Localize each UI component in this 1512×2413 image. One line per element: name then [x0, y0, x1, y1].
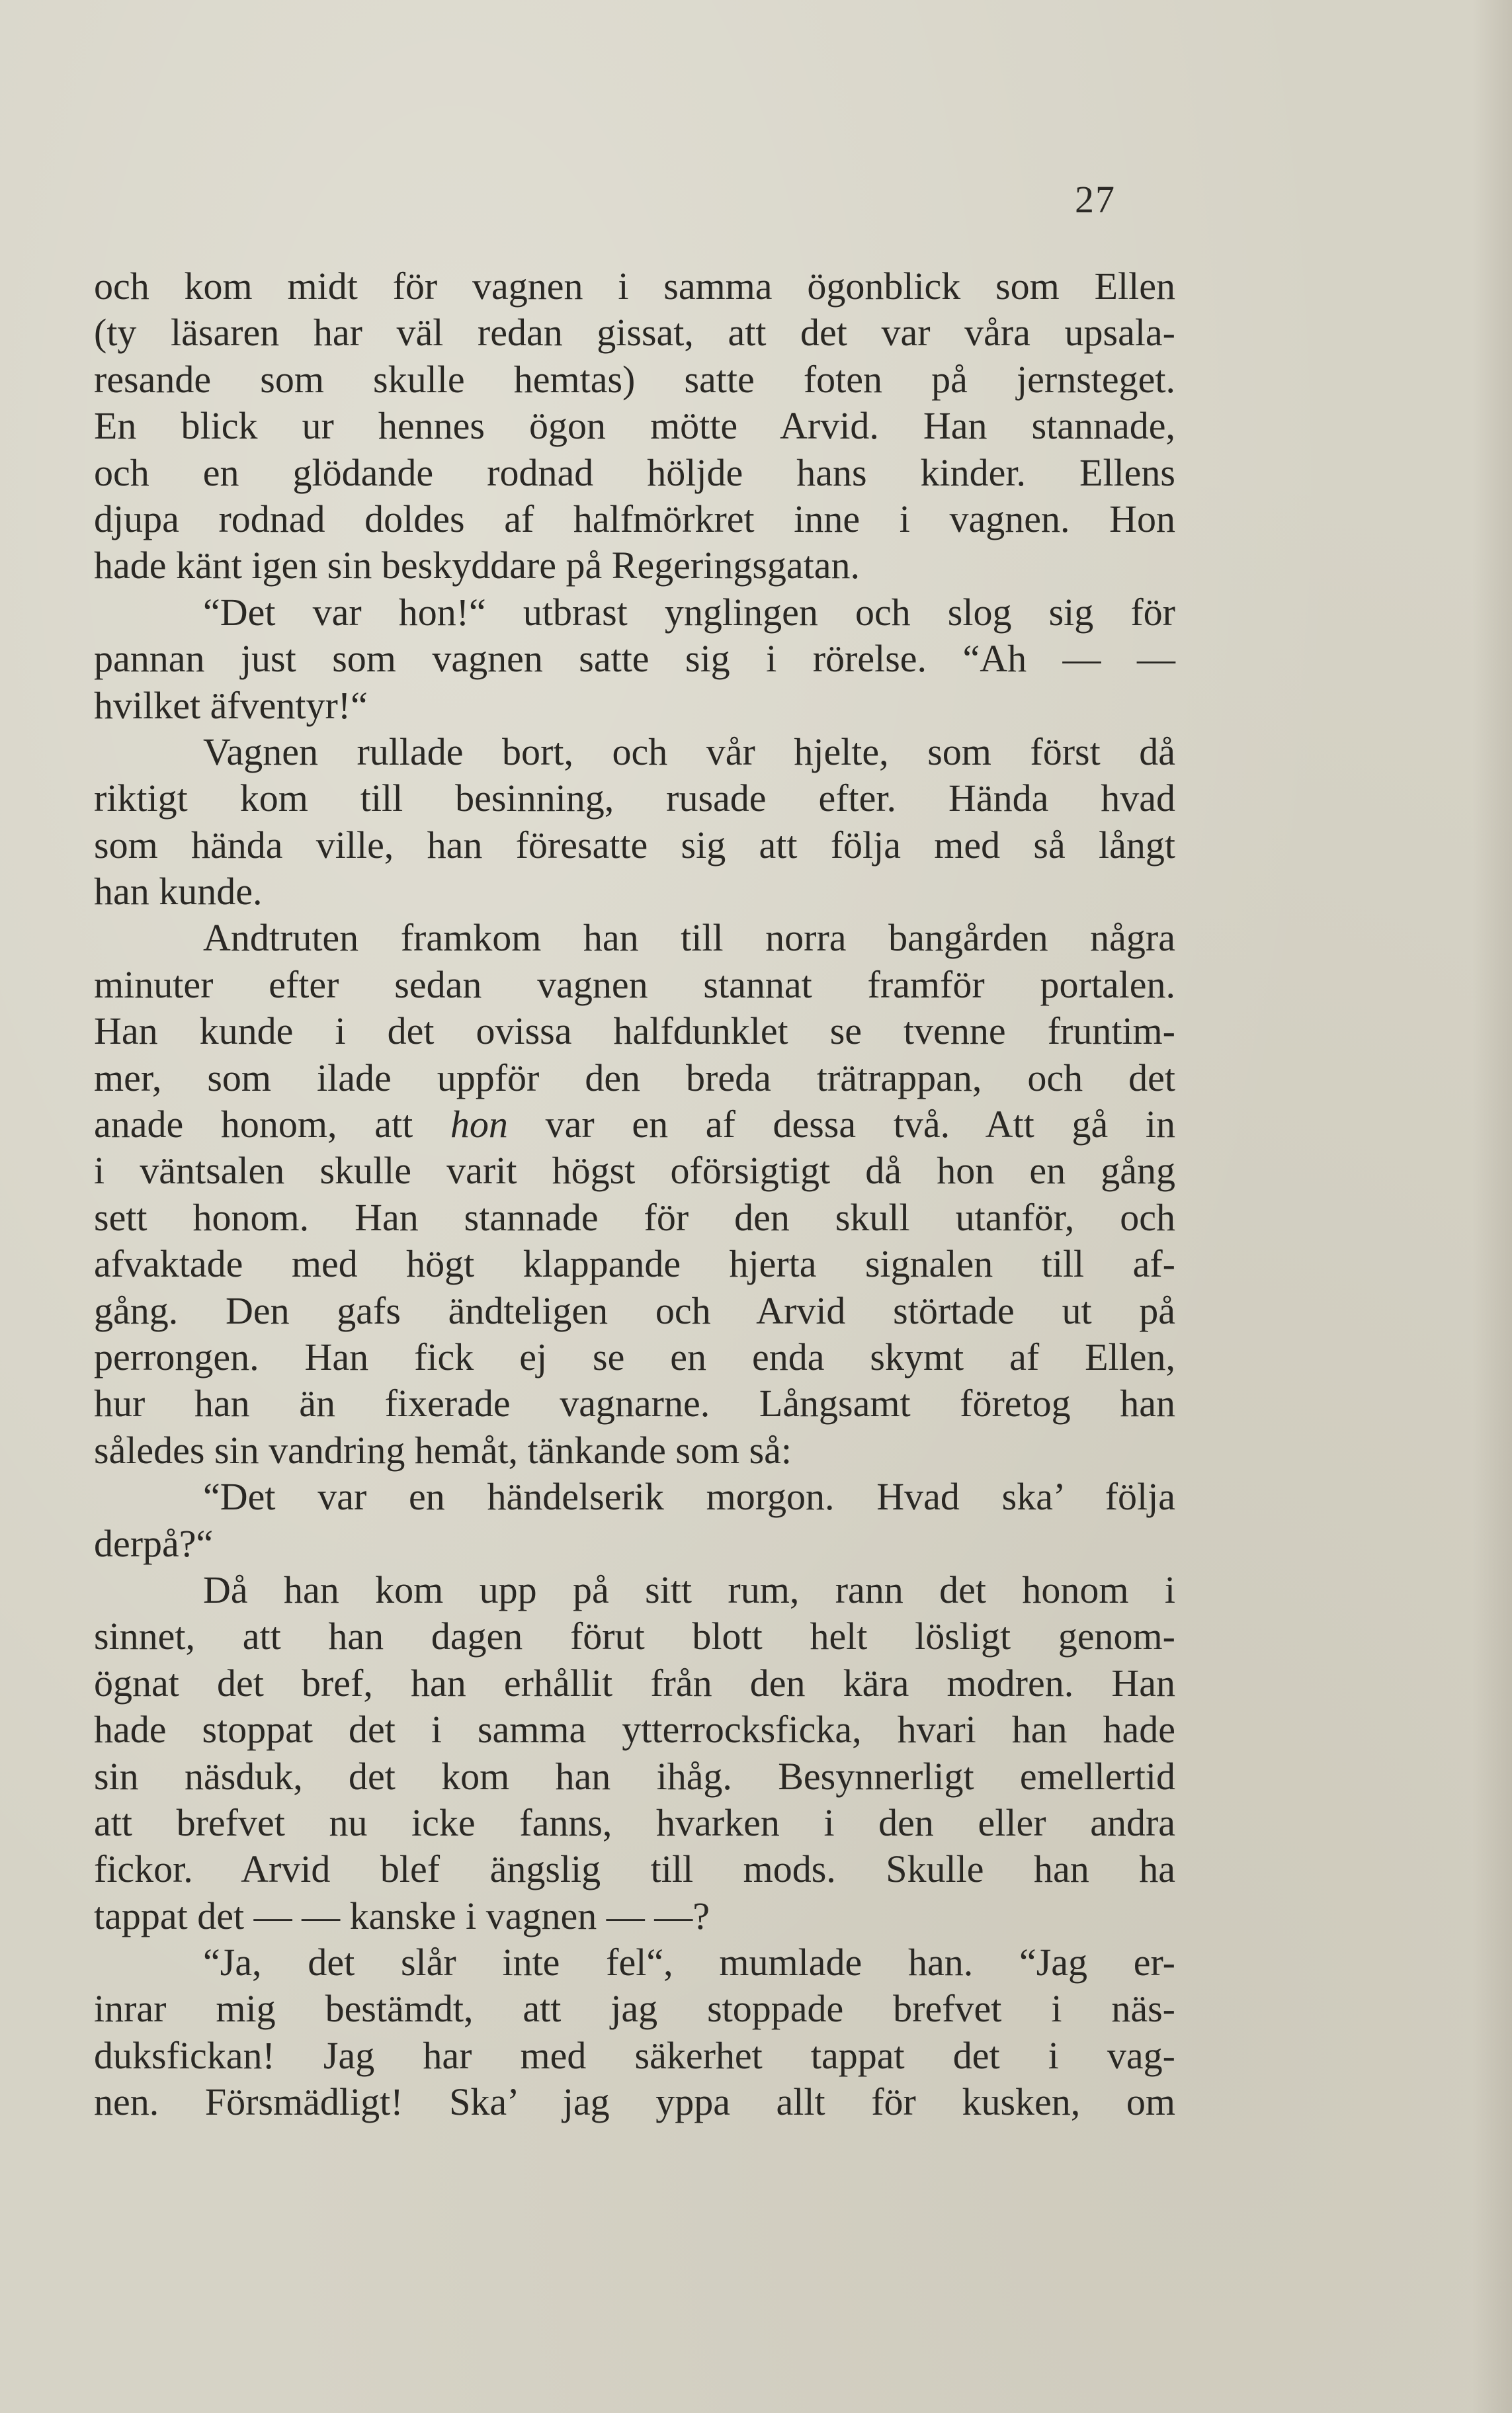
text-line-with-italic	[94, 1101, 1175, 1148]
text-line: En blick ur hennes ögon mötte Arvid. Han stannade,	[94, 404, 1175, 448]
text-line: riktigt kom till besinning, rusade efter. Hända hvad	[94, 777, 1175, 820]
body-text	[94, 263, 1175, 2126]
text-line: resande som skulle hemtas) satte foten på jernsteget.	[94, 357, 1175, 401]
text-line: således sin vandring hemåt, tänkande som så:	[94, 1428, 792, 1472]
text-fragment: anade honom, att	[94, 1103, 413, 1146]
text-line: afvaktade med högt klappande hjerta signalen till af-	[94, 1242, 1175, 1286]
text-line: djupa rodnad doldes af halfmörkret inne i vagnen. Hon	[94, 497, 1175, 540]
page-number: 27	[1075, 178, 1116, 221]
text-line: Andtruten framkom han till norra bangården några	[203, 916, 1175, 960]
text-fragment: var en af dessa två. Att gå in	[545, 1103, 1175, 1146]
text-line: fickor. Arvid blef ängslig till mods. Skulle han ha	[94, 1847, 1175, 1891]
text-line: duksfickan! Jag har med säkerhet tappat det i vag-	[94, 2033, 1175, 2077]
text-line: i väntsalen skulle varit högst oförsigtigt då hon en gång	[94, 1149, 1175, 1193]
text-line: pannan just som vagnen satte sig i rörelse. “Ah — —	[94, 637, 1175, 681]
text-line: hade känt igen sin beskyddare på Regeringsgatan.	[94, 544, 861, 587]
text-line: gång. Den gafs ändteligen och Arvid störtade ut på	[94, 1289, 1175, 1332]
text-line: derpå?“	[94, 1521, 214, 1565]
text-line: han kunde.	[94, 870, 263, 913]
text-line: att brefvet nu icke fanns, hvarken i den eller andra	[94, 1800, 1175, 1844]
text-line: “Det var en händelserik morgon. Hvad ska’ följa	[203, 1475, 1175, 1519]
text-line: (ty läsaren har väl redan gissat, att det var våra upsala-	[94, 311, 1175, 355]
text-line: mer, som ilade uppför den breda trätrappan, och det	[94, 1056, 1175, 1099]
text-line: perrongen. Han fick ej se en enda skymt af Ellen,	[94, 1335, 1175, 1378]
text-line: inrar mig bestämdt, att jag stoppade brefvet i näs-	[94, 1987, 1175, 2031]
text-line: och kom midt för vagnen i samma ögonblick som Ellen	[94, 265, 1175, 308]
text-line: Han kunde i det ovissa halfdunklet se tvenne fruntim-	[94, 1009, 1175, 1053]
text-line: och en glödande rodnad höljde hans kinder. Ellens	[94, 450, 1175, 494]
text-line: hade stoppat det i samma ytterrocksficka, hvari han hade	[94, 1708, 1175, 1752]
text-line: minuter efter sedan vagnen stannat framför portalen.	[94, 962, 1175, 1006]
text-line: hvilket äfventyr!“	[94, 683, 368, 727]
page-edge-shadow	[1472, 0, 1512, 2413]
text-line: sinnet, att han dagen förut blott helt lösligt genom-	[94, 1615, 1175, 1658]
text-line: “Ja, det slår inte fel“, mumlade han. “Jag er-	[203, 1941, 1175, 1984]
text-line: ögnat det bref, han erhållit från den kära modren. Han	[94, 1661, 1175, 1705]
text-line: Vagnen rullade bort, och vår hjelte, som först då	[203, 730, 1175, 773]
text-line: tappat det — — kanske i vagnen — —?	[94, 1894, 710, 1937]
text-line: Då han kom upp på sitt rum, rann det honom i	[203, 1568, 1175, 1611]
italic-word: hon	[450, 1103, 508, 1146]
text-line: sin näsduk, det kom han ihåg. Besynnerligt emellertid	[94, 1754, 1175, 1798]
text-line: sett honom. Han stannade för den skull utanför, och	[94, 1195, 1175, 1239]
text-line: nen. Försmädligt! Ska’ jag yppa allt för kusken, om	[94, 2080, 1175, 2124]
text-line: som hända ville, han föresatte sig att följa med så långt	[94, 823, 1175, 867]
text-line: “Det var hon!“ utbrast ynglingen och slog sig för	[203, 590, 1175, 634]
text-line: hur han än fixerade vagnarne. Långsamt företog han	[94, 1382, 1175, 1425]
